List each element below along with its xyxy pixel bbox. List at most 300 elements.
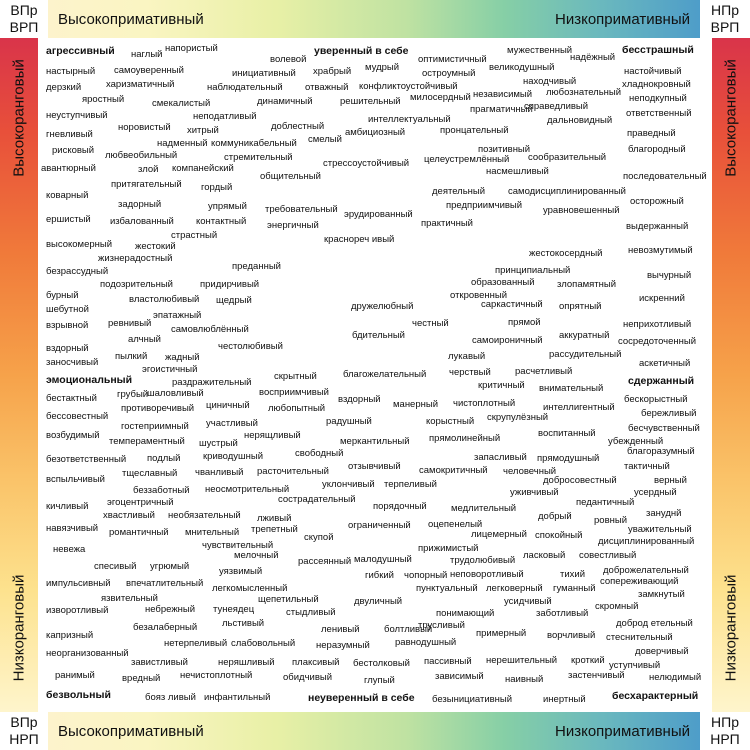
trait-word: жизнерадостный: [98, 253, 173, 264]
trait-word: заботливый: [536, 608, 589, 619]
trait-word: импульсивный: [46, 578, 111, 589]
trait-word: возбудимый: [46, 430, 100, 441]
trait-word: уживчивый: [510, 487, 559, 498]
trait-word: малодушный: [354, 554, 412, 565]
trait-word: амбициозный: [345, 127, 406, 138]
trait-word: доверчивый: [635, 646, 689, 657]
trait-word: безответственный: [46, 454, 127, 465]
trait-word: агрессивный: [46, 45, 115, 57]
trait-word: тунеядец: [213, 604, 255, 615]
trait-word: рассеянный: [298, 556, 352, 567]
trait-word: гордый: [201, 182, 233, 193]
trait-word: человечный: [503, 466, 557, 477]
trait-word: мудрый: [365, 62, 400, 73]
trait-word: щедрый: [216, 295, 252, 306]
trait-word: упрямый: [208, 201, 247, 212]
trait-word: динамичный: [257, 96, 313, 107]
trait-word: спесивый: [94, 561, 137, 572]
trait-word: наблюдательный: [207, 82, 283, 93]
trait-word: бесстрашный: [622, 44, 694, 56]
trait-word: ершистый: [46, 214, 91, 225]
trait-word: дисциплинированный: [598, 536, 695, 547]
axis-left-top-label: Высокоранговый: [10, 59, 28, 177]
corner-top-left: [0, 0, 48, 38]
trait-word: интеллигентный: [543, 402, 615, 413]
trait-word: равнодушный: [395, 637, 457, 648]
trait-word: справедливый: [524, 101, 589, 112]
corner-top-right: [700, 0, 750, 38]
trait-word: доброд етельный: [616, 618, 693, 629]
trait-word: уважительный: [628, 524, 692, 535]
trait-word: самодисциплинированный: [508, 186, 626, 197]
trait-word: завистливый: [131, 657, 188, 668]
trait-word: капризный: [46, 630, 94, 641]
corner-top-left-line1: ВПр: [10, 2, 38, 18]
trait-word: деятельный: [432, 186, 486, 197]
trait-word: придирчивый: [200, 279, 260, 290]
trait-word: наивный: [505, 674, 544, 685]
trait-word: бережливый: [641, 408, 697, 419]
trait-word: неорганизованный: [46, 648, 129, 659]
trait-word: смелый: [308, 134, 342, 145]
trait-word: язвительный: [101, 593, 158, 604]
trait-word: коммуникабельный: [211, 138, 297, 149]
trait-word: впечатлительный: [126, 578, 204, 589]
trait-word: щепетильный: [258, 594, 319, 605]
corner-bottom-left-line2: НРП: [9, 731, 39, 747]
trait-word: трусливый: [418, 620, 465, 631]
axis-bottom-left-label: Высокопримативный: [58, 722, 204, 740]
trait-word: мелочный: [234, 550, 279, 561]
trait-word: грубый: [117, 389, 149, 400]
trait-word: порядочный: [373, 501, 427, 512]
trait-word: расчетливый: [515, 366, 573, 377]
trait-word: стеснительный: [606, 632, 673, 643]
trait-word: критичный: [478, 380, 525, 391]
trait-word: эмоциональный: [46, 374, 133, 386]
trait-word: ограниченный: [348, 520, 411, 531]
trait-word: раздражительный: [172, 377, 252, 388]
trait-word: честный: [412, 318, 449, 329]
trait-word: бояз ливый: [145, 692, 196, 703]
trait-word: пронцательный: [440, 125, 509, 136]
trait-word: необязательный: [168, 510, 241, 521]
trait-word: настырный: [46, 66, 96, 77]
trait-word: льстивый: [222, 618, 265, 629]
axis-bottom-right-label: Низкопримативный: [555, 722, 690, 740]
trait-word: уклончивый: [322, 479, 375, 490]
trait-word: бурный: [46, 290, 79, 301]
trait-word: общительный: [260, 171, 321, 182]
trait-word: ленивый: [321, 624, 360, 635]
trait-word: глупый: [364, 675, 395, 686]
trait-word: чистоплотный: [453, 398, 516, 409]
trait-word: решительный: [340, 96, 401, 107]
axis-top-left-label: Высокопримативный: [58, 10, 204, 28]
trait-word: саркастичный: [481, 299, 543, 310]
trait-word: вздорный: [46, 343, 89, 354]
trait-word: тихий: [560, 569, 586, 580]
trait-word: мужественный: [507, 45, 573, 56]
trait-word: самокритичный: [419, 465, 488, 476]
axis-top-right-label: Низкопримативный: [555, 10, 690, 28]
corner-bottom-right-line2: НРП: [710, 731, 740, 747]
trait-word: яростный: [82, 94, 125, 105]
trait-word: угрюмый: [150, 561, 190, 572]
trait-word: нерящливый: [244, 430, 301, 441]
trait-word: трудолюбивый: [450, 555, 516, 566]
trait-word: страстный: [171, 230, 218, 241]
trait-word: независимый: [473, 89, 533, 100]
trait-word: прямолинейный: [429, 433, 501, 444]
trait-word: любвеобильный: [105, 150, 178, 161]
trait-word: притягательный: [111, 179, 182, 190]
trait-word: жестокосердный: [529, 248, 603, 259]
trait-word: доброжелательный: [603, 565, 689, 576]
trait-word: интеллектуальный: [368, 114, 451, 125]
trait-word: норовистый: [118, 122, 171, 133]
trait-word: болтливый: [384, 624, 433, 635]
trait-word: уступчивый: [609, 660, 661, 671]
trait-word: инфантильный: [204, 692, 271, 703]
trait-word: краснореч ивый: [324, 234, 395, 245]
trait-word: неподатливый: [193, 111, 257, 122]
trait-word: уравновешенный: [543, 205, 620, 216]
trait-word: неуступчивый: [46, 110, 108, 121]
trait-word: выдержанный: [626, 221, 689, 232]
trait-word: медлительный: [451, 503, 517, 514]
trait-word: дальновидный: [547, 115, 613, 126]
trait-word: хвастливый: [103, 510, 155, 521]
trait-word: эпатажный: [153, 310, 202, 321]
trait-word: ласковый: [523, 550, 566, 561]
trait-word: прямодушный: [537, 453, 600, 464]
trait-word: шебутной: [46, 304, 89, 315]
trait-word: тактичный: [624, 461, 670, 472]
trait-word: эгоистичный: [142, 364, 198, 375]
trait-word: лживый: [257, 513, 292, 524]
trait-word: прагматичный: [470, 104, 533, 115]
trait-word: скрупулёзный: [487, 412, 549, 423]
trait-word: нелюдимый: [649, 672, 702, 683]
trait-word: примерный: [476, 628, 527, 639]
trait-word: властолюбивый: [129, 294, 200, 305]
trait-word: чувствительный: [202, 540, 274, 551]
trait-word: оцепенелый: [428, 519, 483, 530]
trait-word: легкомысленный: [212, 583, 288, 594]
trait-word: прижимистый: [418, 543, 479, 554]
trait-word: ворчливый: [547, 630, 596, 641]
trait-word: безынициативный: [432, 694, 513, 705]
trait-word: слабовольный: [231, 638, 296, 649]
trait-word: благожелательный: [343, 369, 427, 380]
axis-right: [712, 38, 750, 712]
trait-word: зависимый: [435, 671, 484, 682]
trait-word: спокойный: [535, 530, 583, 541]
trait-word: заносчивый: [46, 357, 99, 368]
corner-top-right-line1: НПр: [711, 2, 739, 18]
trait-word: сопереживающий: [600, 576, 679, 587]
trait-word: самоуверенный: [114, 65, 184, 76]
trait-word: нетерпеливый: [164, 638, 228, 649]
trait-word: злой: [138, 164, 159, 175]
trait-word: рассудительный: [549, 349, 622, 360]
trait-word: шустрый: [199, 438, 238, 449]
trait-word: невозмутимый: [628, 245, 693, 256]
trait-word: любопытный: [268, 403, 326, 414]
axis-top: [48, 0, 700, 38]
trait-word: образованный: [471, 277, 535, 288]
trait-word: практичный: [421, 218, 473, 229]
trait-word: смекалистый: [152, 98, 211, 109]
trait-word: задорный: [118, 199, 162, 210]
trait-word: романтичный: [109, 527, 169, 538]
trait-word: подозрительный: [100, 279, 173, 290]
trait-word: праведный: [627, 128, 676, 139]
trait-word: откровенный: [450, 290, 507, 301]
trait-word: корыстный: [426, 416, 475, 427]
trait-word: пылкий: [115, 351, 148, 362]
trait-word: прямой: [508, 317, 541, 328]
trait-word: участливый: [206, 418, 258, 429]
trait-word: педантичный: [576, 497, 635, 508]
trait-word: эрудированный: [344, 209, 413, 220]
axis-left: [0, 38, 38, 712]
trait-word: доблестный: [271, 121, 325, 132]
trait-word: дружелюбный: [351, 301, 414, 312]
trait-word: благоразумный: [627, 446, 695, 457]
trait-word: радушный: [326, 416, 372, 427]
trait-word: меркантильный: [340, 436, 410, 447]
trait-word: запасливый: [474, 452, 527, 463]
trait-word: злопамятный: [557, 279, 617, 290]
trait-word: алчный: [128, 334, 161, 345]
trait-word: черствый: [449, 367, 491, 378]
trait-word: застенчивый: [568, 670, 625, 681]
trait-word: небрежный: [145, 604, 196, 615]
trait-word: сосредоточенный: [618, 336, 697, 347]
corner-bottom-left-line1: ВПр: [10, 714, 38, 730]
trait-word: конфликтоустойчивый: [359, 81, 458, 92]
trait-word: циничный: [206, 400, 250, 411]
trait-word: коварный: [46, 190, 89, 201]
trait-word: нечистоплотный: [180, 670, 253, 681]
trait-word: любознательный: [546, 87, 622, 98]
trait-word: избалованный: [110, 216, 174, 227]
trait-word: целеустремлённый: [424, 154, 510, 165]
trait-word: темпераментный: [109, 436, 185, 447]
trait-word: зануднй: [646, 508, 682, 519]
trait-word: скрытный: [274, 371, 317, 382]
trait-word: напористый: [165, 43, 218, 54]
trait-word: бескорыстный: [624, 394, 688, 405]
trait-word: кичливый: [46, 501, 89, 512]
trait-word: хладнокровный: [622, 79, 691, 90]
trait-word: великодушный: [489, 62, 555, 73]
trait-word: добрый: [538, 511, 572, 522]
trait-word: пунктуальный: [416, 583, 478, 594]
trait-word: неразумный: [316, 640, 370, 651]
trait-word: пассивный: [424, 656, 472, 667]
trait-word: храбрый: [313, 66, 352, 77]
trait-word: осторожный: [630, 196, 684, 207]
trait-word: благородный: [628, 144, 686, 155]
trait-word: неподкупный: [629, 93, 687, 104]
trait-word: опрятный: [559, 301, 602, 312]
trait-word: волевой: [270, 54, 307, 65]
trait-word: неприхотливый: [623, 319, 692, 330]
trait-word: терпеливый: [384, 479, 437, 490]
trait-word: кроткий: [571, 655, 605, 666]
trait-word: понимающий: [436, 608, 495, 619]
trait-word: требовательный: [265, 204, 338, 215]
trait-word: двуличный: [354, 596, 403, 607]
trait-word: ревнивый: [108, 318, 152, 329]
trait-word: невежа: [53, 544, 86, 555]
trait-word: ранимый: [55, 670, 95, 681]
trait-word: настойчивый: [624, 66, 682, 77]
trait-word: свободный: [295, 448, 344, 459]
trait-word: стрессоустойчивый: [323, 158, 410, 169]
trait-word: противоречивый: [121, 403, 195, 414]
trait-word: неуверенный в себе: [308, 692, 415, 704]
trait-word: вспыльчивый: [46, 474, 105, 485]
trait-word: сообразительный: [528, 152, 607, 163]
trait-word: наглый: [131, 49, 163, 60]
trait-word: дерзкий: [46, 82, 82, 93]
trait-word: неосмотрительный: [205, 484, 290, 495]
axis-right-bottom-label: Низкоранговый: [722, 574, 740, 682]
axis-left-bottom-label: Низкоранговый: [10, 574, 28, 682]
trait-word: бесхарактерный: [612, 690, 699, 702]
trait-word: надменный: [157, 138, 208, 149]
trait-word: гибкий: [365, 570, 394, 581]
trait-word: сдержанный: [628, 375, 695, 387]
trait-word: неповоротливый: [450, 569, 524, 580]
trait-word: рисковый: [52, 145, 95, 156]
trait-field: [38, 38, 712, 712]
trait-word: стыдливый: [286, 607, 336, 618]
trait-word: предприимчивый: [446, 200, 523, 211]
trait-word: бесчувственный: [628, 423, 700, 434]
trait-word: чванливый: [195, 467, 244, 478]
trait-word: вздорный: [338, 394, 381, 405]
corner-bottom-right-line1: НПр: [711, 714, 739, 730]
trait-word: харизматичный: [106, 79, 175, 90]
trait-word: аккуратный: [559, 330, 610, 341]
trait-word: хитрый: [187, 125, 219, 136]
trait-word: позитивный: [478, 144, 531, 155]
trait-word: внимательный: [539, 383, 604, 394]
trait-word: безалаберный: [133, 622, 198, 633]
corner-bottom-left: [0, 712, 48, 750]
trait-word: неряшливый: [218, 657, 275, 668]
trait-word: верный: [654, 475, 687, 486]
trait-word: жадный: [165, 352, 200, 363]
trait-word: легковерный: [486, 583, 543, 594]
trait-word: искренний: [639, 293, 685, 304]
trait-word: лицемерный: [471, 529, 527, 540]
axis-right-top-label: Высокоранговый: [722, 59, 740, 177]
trait-word: нерешительный: [486, 655, 558, 666]
trait-word: насмешливый: [486, 166, 549, 177]
trait-word: скромный: [595, 601, 639, 612]
trait-word: гуманный: [553, 583, 596, 594]
trait-word: преданный: [232, 261, 281, 272]
trait-word: инициативный: [232, 68, 296, 79]
trait-word: безвольный: [46, 689, 111, 701]
trait-word: замкнутый: [638, 589, 685, 600]
trait-word: восприимчивый: [259, 387, 329, 398]
trait-word: манерный: [393, 399, 439, 410]
trait-word: плаксивый: [292, 657, 340, 668]
trait-word: убежденный: [608, 436, 664, 447]
trait-word: криводушный: [203, 451, 264, 462]
trait-word: честолюбивый: [218, 341, 283, 352]
corner-bottom-right: [700, 712, 750, 750]
trait-word: расточительный: [257, 466, 329, 477]
trait-word: усердный: [634, 487, 677, 498]
trait-word: находчивый: [523, 76, 577, 87]
trait-word: отзывчивый: [348, 461, 401, 472]
trait-word: уязвимый: [219, 566, 263, 577]
trait-word: безрассудный: [46, 266, 109, 277]
trait-word: стремительный: [224, 152, 293, 163]
trait-word: навязчивый: [46, 523, 99, 534]
trait-word: лукавый: [448, 351, 486, 362]
trait-word: энергичный: [267, 220, 319, 231]
trait-word: совестливый: [579, 550, 637, 561]
trait-word: подлый: [147, 453, 181, 464]
trait-word: трепетный: [251, 524, 298, 535]
trait-word: чопорный: [404, 570, 448, 581]
trait-word: гостеприимный: [121, 421, 189, 432]
trait-word: самовлюблённый: [171, 324, 249, 335]
trait-word: инертный: [543, 694, 586, 705]
trait-word: остроумный: [422, 68, 476, 79]
trait-word: взрывной: [46, 320, 89, 331]
trait-word: обидчивый: [283, 672, 333, 683]
trait-word: контактный: [196, 216, 247, 227]
trait-word: беззаботный: [133, 485, 190, 496]
trait-word: милосердный: [410, 92, 471, 103]
trait-word: жестокий: [135, 241, 176, 252]
trait-word: самоироничный: [472, 335, 543, 346]
trait-word: бестолковый: [353, 658, 410, 669]
trait-word: шаловливый: [147, 388, 204, 399]
trait-word: воспитанный: [538, 428, 596, 439]
trait-word: ровный: [594, 515, 627, 526]
corner-top-left-line2: ВРП: [9, 19, 39, 35]
trait-word: отважный: [305, 82, 349, 93]
trait-word: тщеславный: [122, 468, 178, 479]
trait-word: ответственный: [626, 108, 692, 119]
trait-word: гневливый: [46, 129, 93, 140]
axis-bottom: [48, 712, 700, 750]
trait-word: компанейский: [172, 163, 234, 174]
trait-word: принципиальный: [495, 265, 571, 276]
trait-word: сострадательный: [278, 494, 356, 505]
trait-word: бестактный: [46, 393, 97, 404]
trait-word: эгоцентричный: [107, 497, 174, 508]
trait-word: уверенный в себе: [314, 45, 409, 57]
trait-word: последовательный: [623, 171, 707, 182]
trait-word: добросовестный: [543, 475, 617, 486]
trait-word: скупой: [304, 532, 334, 543]
trait-word: высокомерный: [46, 239, 113, 250]
trait-word: авантюрный: [41, 163, 96, 174]
trait-word: оптимистичный: [418, 54, 487, 65]
